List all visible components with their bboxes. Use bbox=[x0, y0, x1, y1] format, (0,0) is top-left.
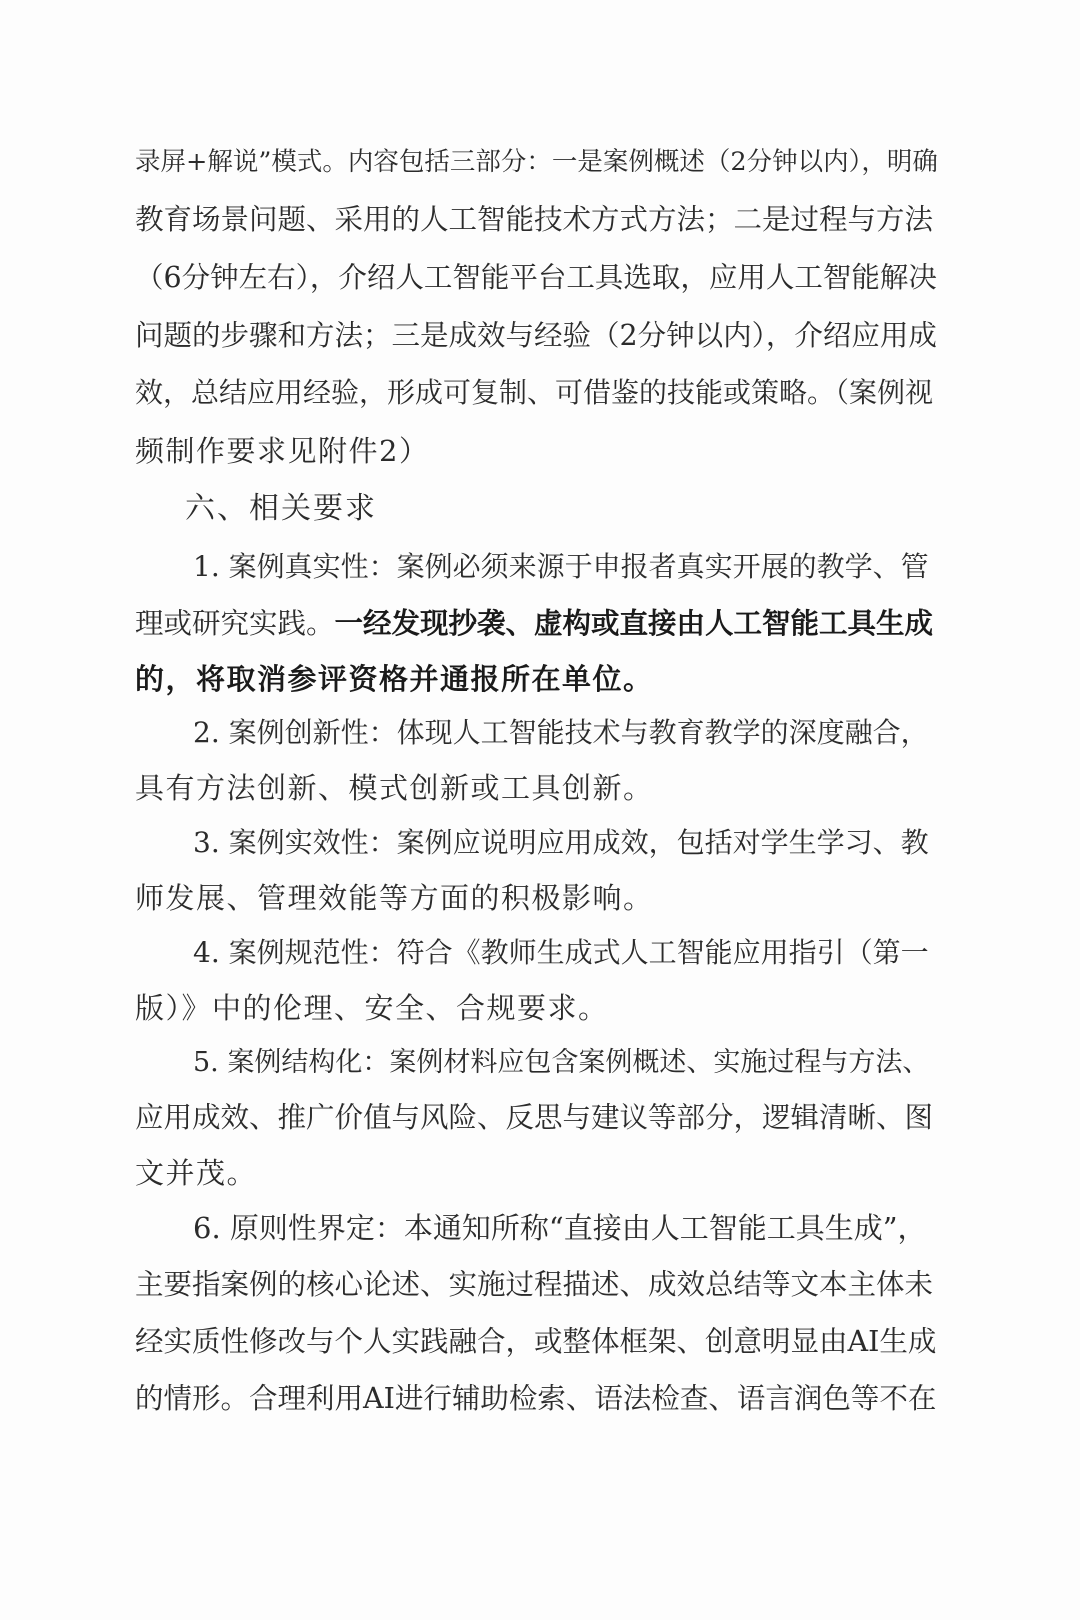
intro-line-5: 效，总结应用经验，形成可复制、可借鉴的技能或策略。（案例视 bbox=[135, 376, 934, 409]
intro-line-3: （6分钟左右），介绍人工智能平台工具选取，应用人工智能解决 bbox=[135, 261, 937, 294]
req6-line-3: 经实质性修改与个人实践融合，或整体框架、创意明显由AI生成 bbox=[135, 1325, 937, 1358]
req1-line-3-bold: 的，将取消参评资格并通报所在单位。 bbox=[135, 662, 654, 696]
req3-line-1: 3. 案例实效性：案例应说明应用成效，包括对学生学习、教 bbox=[193, 826, 929, 859]
req2-line-1: 2. 案例创新性：体现人工智能技术与教育教学的深度融合， bbox=[193, 716, 929, 749]
req5-line-3: 文并茂。 bbox=[135, 1156, 258, 1190]
req4-line-2: 版）》中的伦理、安全、合规要求。 bbox=[135, 991, 609, 1025]
req5-line-1: 5. 案例结构化：案例材料应包含案例概述、实施过程与方法、 bbox=[193, 1047, 930, 1078]
req1-line-2-normal: 理或研究实践。 bbox=[135, 607, 335, 640]
intro-line-1: 录屏+解说”模式。内容包括三部分：一是案例概述（2分钟以内），明确 bbox=[135, 147, 938, 177]
section-heading: 六、相关要求 bbox=[185, 491, 377, 526]
req1-line-1: 1. 案例真实性：案例必须来源于申报者真实开展的教学、管 bbox=[193, 550, 929, 583]
req3-line-2: 师发展、管理效能等方面的积极影响。 bbox=[135, 881, 654, 915]
req1-line-2 bbox=[135, 604, 933, 644]
intro-line-4: 问题的步骤和方法；三是成效与经验（2分钟以内），介绍应用成 bbox=[135, 319, 937, 352]
req4-line-1: 4. 案例规范性：符合《教师生成式人工智能应用指引（第一 bbox=[193, 936, 929, 969]
req1-line-2-bold: 一经发现抄袭、虚构或直接由人工智能工具生成 bbox=[334, 607, 934, 640]
intro-line-2: 教育场景问题、采用的人工智能技术方式方法；二是过程与方法 bbox=[135, 203, 934, 236]
intro-line-6: 频制作要求见附件2） bbox=[135, 434, 430, 468]
req6-line-4: 的情形。合理利用AI进行辅助检索、语法检查、语言润色等不在 bbox=[135, 1382, 937, 1415]
req6-line-1: 6. 原则性界定：本通知所称“直接由人工智能工具生成”， bbox=[193, 1211, 927, 1245]
req6-line-2: 主要指案例的核心论述、实施过程描述、成效总结等文本主体未 bbox=[135, 1268, 934, 1301]
req2-line-2: 具有方法创新、模式创新或工具创新。 bbox=[135, 771, 654, 805]
req5-line-2: 应用成效、推广价值与风险、反思与建议等部分，逻辑清晰、图 bbox=[135, 1101, 934, 1134]
